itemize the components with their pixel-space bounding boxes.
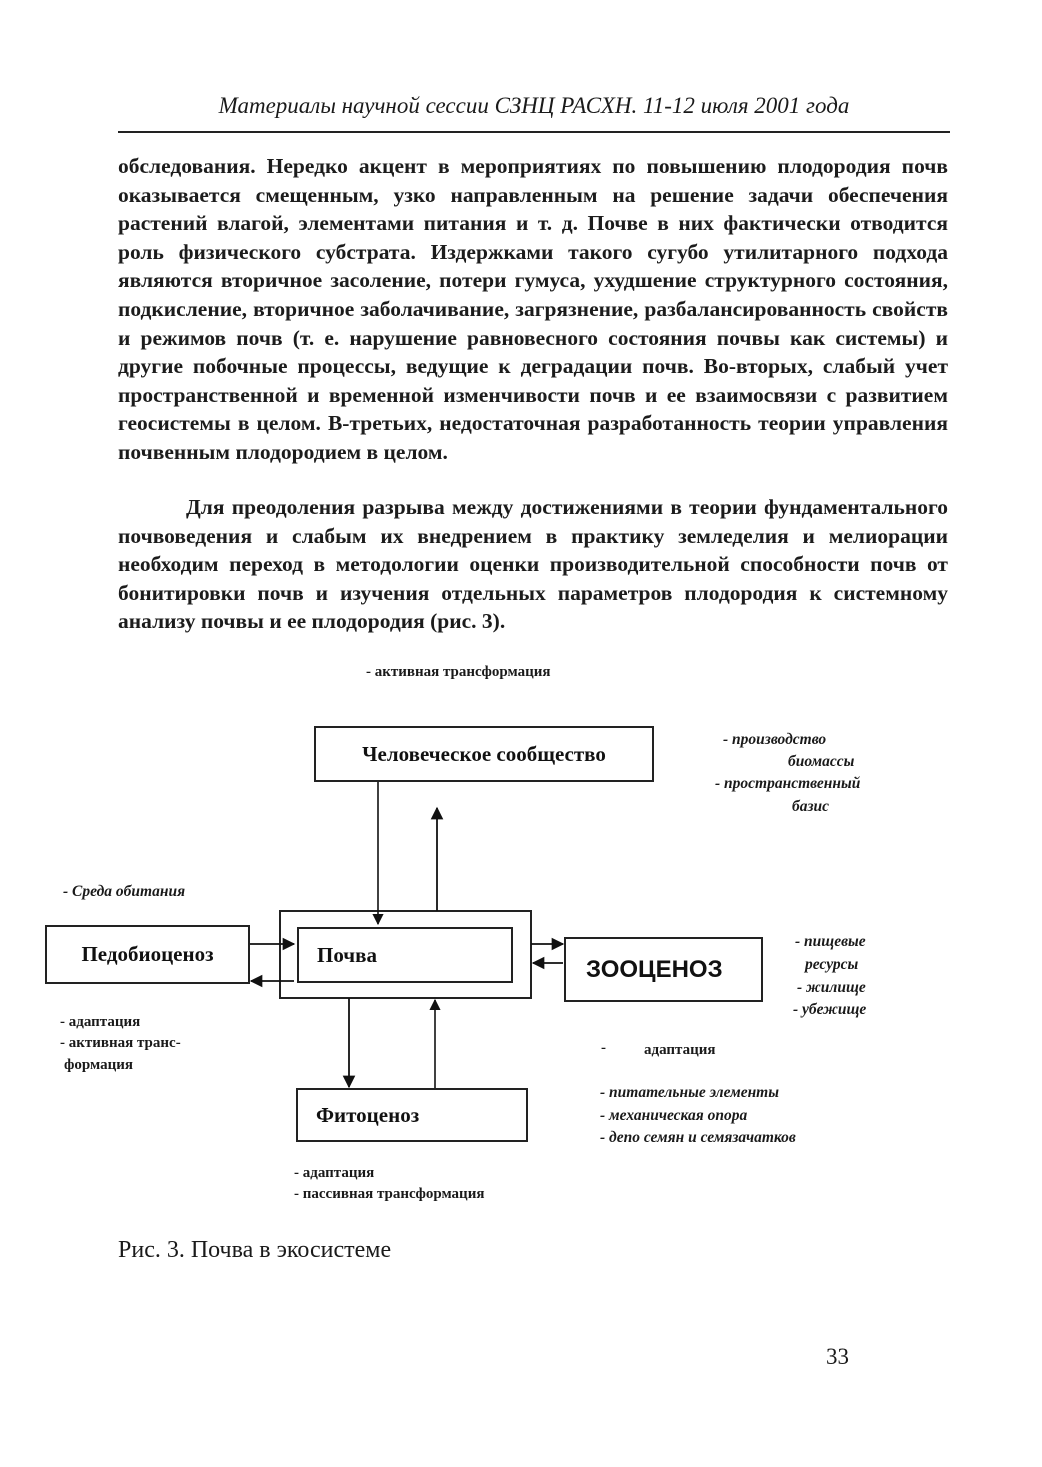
label-habitat: - Среда обитания <box>63 883 186 900</box>
label-zoo-shelter: - убежище <box>793 1001 867 1018</box>
label-biomass-1: - производство <box>723 731 827 748</box>
box-soil <box>297 927 513 983</box>
label-phyto-adaptation: - адаптация <box>294 1165 375 1181</box>
box-society-label: Человеческое сообщество <box>362 741 606 766</box>
box-zoocenosis <box>564 937 763 1002</box>
label-phyto-passive: - пассивная трансформация <box>294 1186 485 1202</box>
label-zoo-food-2: ресурсы <box>805 956 859 973</box>
box-pedobiocenosis-label: Педобиоценоз <box>81 942 214 966</box>
label-active-transformation-top: - активная трансформация <box>366 664 551 680</box>
box-soil-label: Почва <box>317 942 377 967</box>
label-pedo-active-2: формация <box>64 1057 134 1073</box>
figure-caption: Рис. 3. Почва в экосистеме <box>118 1237 392 1263</box>
page-number: 33 <box>826 1344 849 1369</box>
body-paragraph-1: обследования. Нередко акцент в мероприятиях по повышению плодородия почв оказывается смещенным, узко направленным на решение задачи обеспечения растений влагой, элементами питания и т. д. Почве в них фактически отводится роль физического субстрата. Издержками такого сугубо утилитарного подхода являются вторичное засоление, потери гумуса, ухудшение структурного состояния, подкисление, вторичное заболачивание, загрязнение, разбалансированность свойств и режимов почв (т. е. нарушение равновесного состояния почвы как системы) и другие побочные процессы, ведущие к деградации почв. Во-вторых, слабый учет пространственной и временной изменчивости почв и ее взаимосвязи с развитием геосистемы в целом. В-третьих, недостаточная разработанность теории управления почвенным плодородием в целом. <box>118 154 948 464</box>
label-pedo-active-1: - активная транс- <box>60 1035 181 1051</box>
box-pedobiocenosis <box>45 925 250 984</box>
label-zoo-adaptation: адаптация <box>644 1042 716 1058</box>
box-phytocenosis-label: Фитоценоз <box>316 1102 420 1127</box>
label-zoo-dwelling: - жилище <box>797 979 866 996</box>
box-zoocenosis-label: ЗООЦЕНОЗ <box>586 955 723 983</box>
label-zoo-adaptation-dash: - <box>601 1040 606 1056</box>
box-phytocenosis <box>296 1088 528 1142</box>
label-spatial-2: базис <box>792 798 830 815</box>
label-phyto-nutrients: - питательные элементы <box>600 1084 779 1101</box>
label-zoo-food-1: - пищевые <box>795 933 866 950</box>
running-header: Материалы научной сессии СЗНЦ РАСХН. 11-12 июля 2001 года <box>218 93 850 118</box>
label-spatial-1: - пространственный <box>715 775 861 792</box>
label-phyto-support: - механическая опора <box>600 1107 748 1124</box>
body-paragraph-2: Для преодоления разрыва между достижениями в теории фундаментального почвоведения и слабым их внедрением в практику земледелия и мелиорации необходим переход в методологии оценки производительной способности почв от бонитировки почв и изучения отдельных параметров плодородия к системному анализу почвы и ее плодородия (рис. 3). <box>118 495 948 634</box>
label-phyto-seedbank: - депо семян и семязачатков <box>600 1129 796 1146</box>
label-biomass-2: биомассы <box>788 753 855 770</box>
label-pedo-adaptation: - адаптация <box>60 1014 141 1030</box>
box-society <box>314 726 654 782</box>
